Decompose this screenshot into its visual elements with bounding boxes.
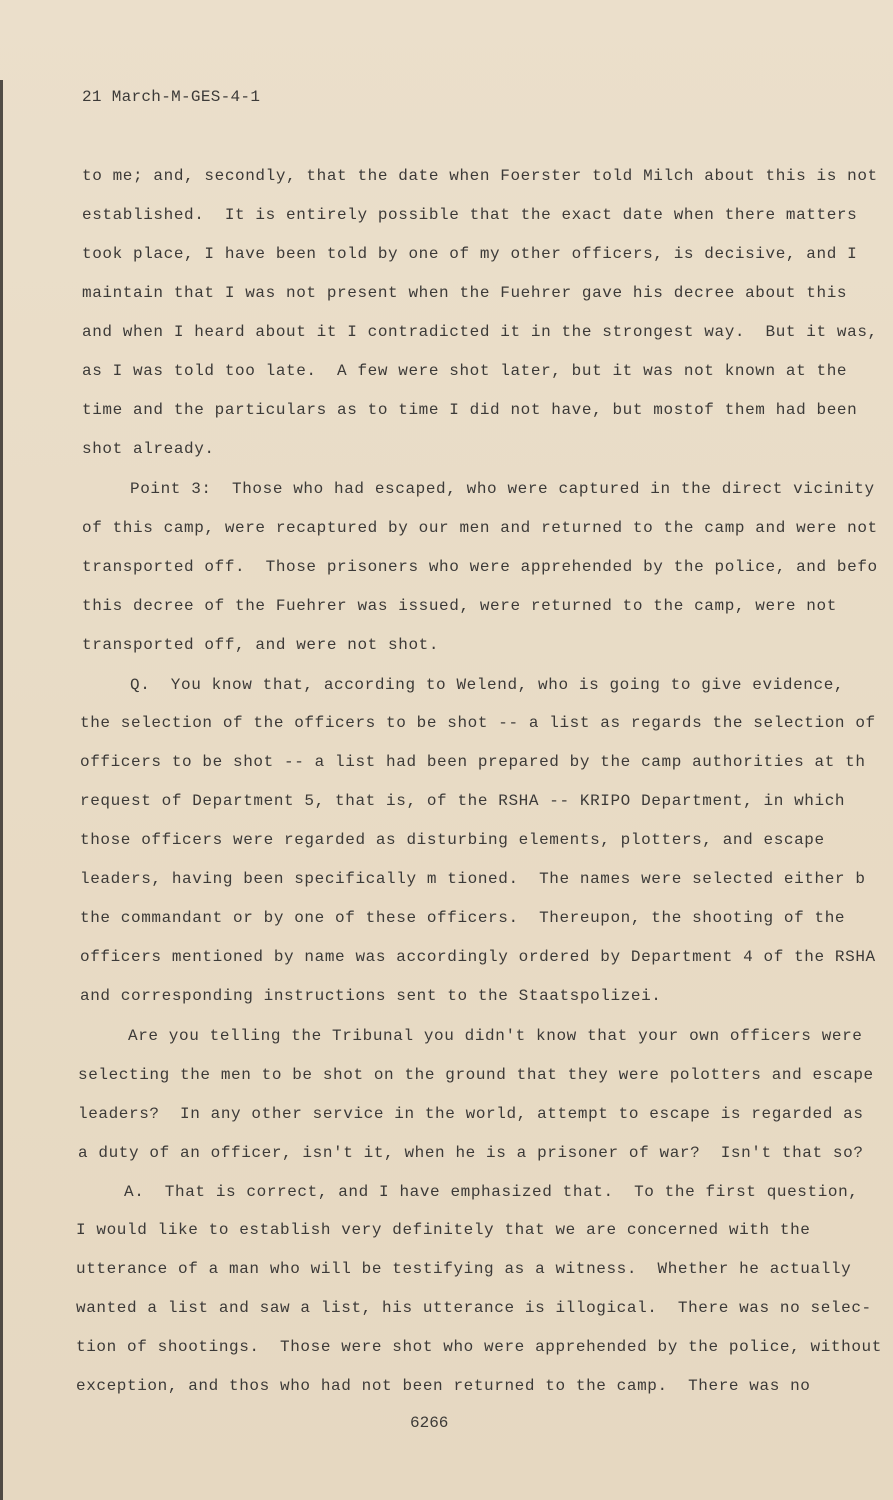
text-line-24: selecting the men to be shot on the ground that they were polotters and escape [78,1066,874,1084]
text-line-03: took place, I have been told by one of my other officers, is decisive, and I [82,245,858,263]
text-line-19: leaders, having been specifically m tioned. The names were selected either b [80,870,866,888]
text-line-27: A. That is correct, and I have emphasized that. To the first question, [124,1183,859,1201]
text-line-32: exception, and thos who had not been returned to the camp. There was no [76,1377,811,1395]
document-header: 21 March-M-GES-4-1 [82,88,261,106]
text-line-16: officers to be shot -- a list had been prepared by the camp authorities at th [80,753,866,771]
text-line-06: as I was told too late. A few were shot later, but it was not known at the [82,362,848,380]
text-line-10: of this camp, were recaptured by our men and returned to the camp and were not [82,519,878,537]
text-line-01: to me; and, secondly, that the date when Foerster told Milch about this is not [82,167,878,185]
text-line-02: established. It is entirely possible that the exact date when there matters [82,206,858,224]
text-line-30: wanted a list and saw a list, his utterance is illogical. There was no selec- [76,1299,872,1317]
text-line-14: Q. You know that, according to Welend, who is going to give evidence, [130,676,845,694]
text-line-17: request of Department 5, that is, of the RSHA -- KRIPO Department, in which [80,792,846,810]
text-line-11: transported off. Those prisoners who were apprehended by the police, and befo [82,558,878,576]
text-line-22: and corresponding instructions sent to the Staatspolizei. [80,987,662,1005]
text-line-29: utterance of a man who will be testifying as a witness. Whether he actually [76,1260,852,1278]
text-line-20: the commandant or by one of these officers. Thereupon, the shooting of the [80,909,846,927]
text-line-26: a duty of an officer, isn't it, when he is a prisoner of war? Isn't that so? [78,1144,864,1162]
text-line-12: this decree of the Fuehrer was issued, were returned to the camp, were not [82,597,837,615]
text-line-28: I would like to establish very definitely that we are concerned with the [76,1221,811,1239]
text-line-25: leaders? In any other service in the world, attempt to escape is regarded as [78,1105,864,1123]
text-line-09: Point 3: Those who had escaped, who were captured in the direct vicinity [130,480,875,498]
text-line-31: tion of shootings. Those were shot who were apprehended by the police, without [76,1338,882,1356]
text-line-15: the selection of the officers to be shot -- a list as regards the selection of [80,714,876,732]
text-line-05: and when I heard about it I contradicted it in the strongest way. But it was, [82,323,878,341]
text-line-13: transported off, and were not shot. [82,636,440,654]
binding-edge [0,80,3,1500]
text-line-07: time and the particulars as to time I did not have, but mostof them had been [82,401,858,419]
text-line-04: maintain that I was not present when the Fuehrer gave his decree about this [82,284,848,302]
text-line-08: shot already. [82,440,215,458]
page-number: 6266 [410,1414,449,1432]
text-line-21: officers mentioned by name was accordingly ordered by Department 4 of the RSHA [80,948,876,966]
text-line-23: Are you telling the Tribunal you didn't know that your own officers were [128,1027,863,1045]
text-line-18: those officers were regarded as disturbing elements, plotters, and escape [80,831,825,849]
